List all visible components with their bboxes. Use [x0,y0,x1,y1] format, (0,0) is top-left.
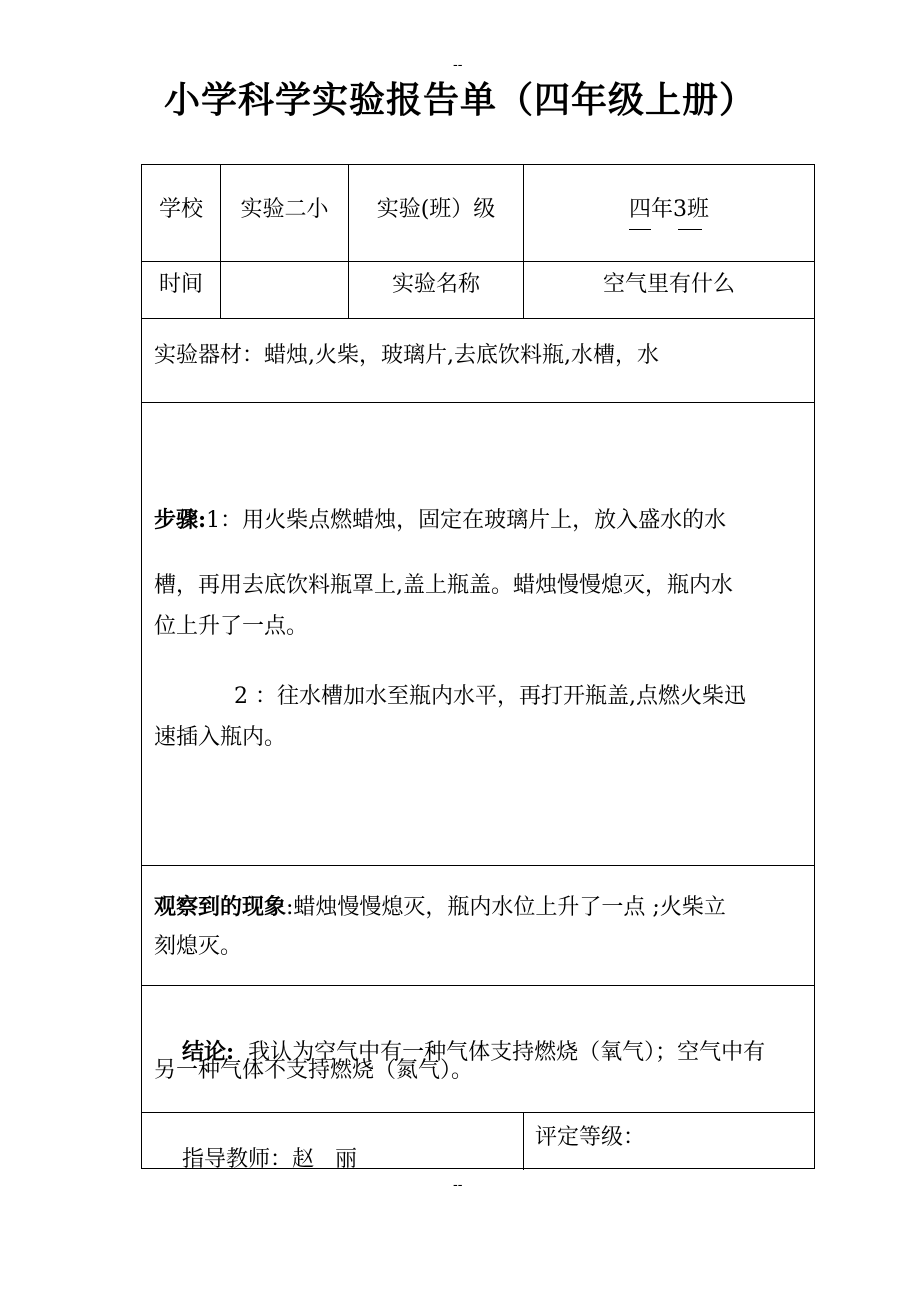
teacher-name: 赵 丽 [292,1147,357,1172]
bottom-page-mark: -- [453,1177,463,1193]
materials-row [154,345,659,367]
row-divider [142,985,814,986]
class-value-cell [524,199,814,221]
step2-line2: 速插入瓶内。 [154,725,287,750]
conclusion-line1: 结论: 我认为空气中有一种气体支持燃烧（氧气）；空气中有 [181,1039,766,1065]
materials-label: 实验器材： [154,343,265,368]
conclusion-label: 结论: [181,1039,235,1065]
step2-line1: 2 ：往水槽加水至瓶内水平，再打开瓶盖,点燃火柴迅 [234,684,746,709]
column-divider [523,1112,524,1170]
experiment-name-value: 空气里有什么 [602,272,735,297]
time-label: 时间 [158,272,203,297]
observation-line2: 刻熄灭。 [154,934,243,959]
experiment-name-label: 实验名称 [391,272,480,297]
teacher-row [154,1127,357,1193]
page-title: 小学科学实验报告单（四年级上册） [163,80,756,121]
step1-line2: 槽，再用去底饮料瓶罩上,盖上瓶盖。蜡烛慢慢熄灭，瓶内水 [154,573,733,598]
underline-mark [629,229,651,230]
underline-mark [678,229,702,230]
step1-line3: 位上升了一点。 [154,614,309,639]
materials-value: 蜡烛,火柴，玻璃片,去底饮料瓶,水槽，水 [264,343,659,368]
school-value: 实验二小 [240,197,329,222]
step1-line1: 步骤:1：用火柴点燃蜡烛，固定在玻璃片上，放入盛水的水 [154,507,727,533]
column-divider [220,165,221,318]
row-divider [142,318,814,319]
teacher-label: 指导教师： [181,1147,292,1172]
grade-label: 评定等级： [535,1125,646,1150]
steps-label: 步骤: [154,507,207,533]
school-label: 学校 [158,197,203,222]
row-divider [142,1112,814,1113]
report-table [141,164,815,1172]
class-label: 实验(班）级 [376,197,496,222]
row-divider [142,865,814,866]
observation-label: 观察到的现象 [154,894,287,920]
observation-line1: 观察到的现象:蜡烛慢慢熄灭，瓶内水位上升了一点 ;火柴立 [154,894,726,920]
class-value: 四年3班 [629,199,709,221]
row-divider [142,261,814,262]
top-page-mark: -- [453,57,463,73]
conclusion-line2: 另一种气体不支持燃烧（氮气）。 [154,1058,474,1083]
row-divider [142,402,814,403]
